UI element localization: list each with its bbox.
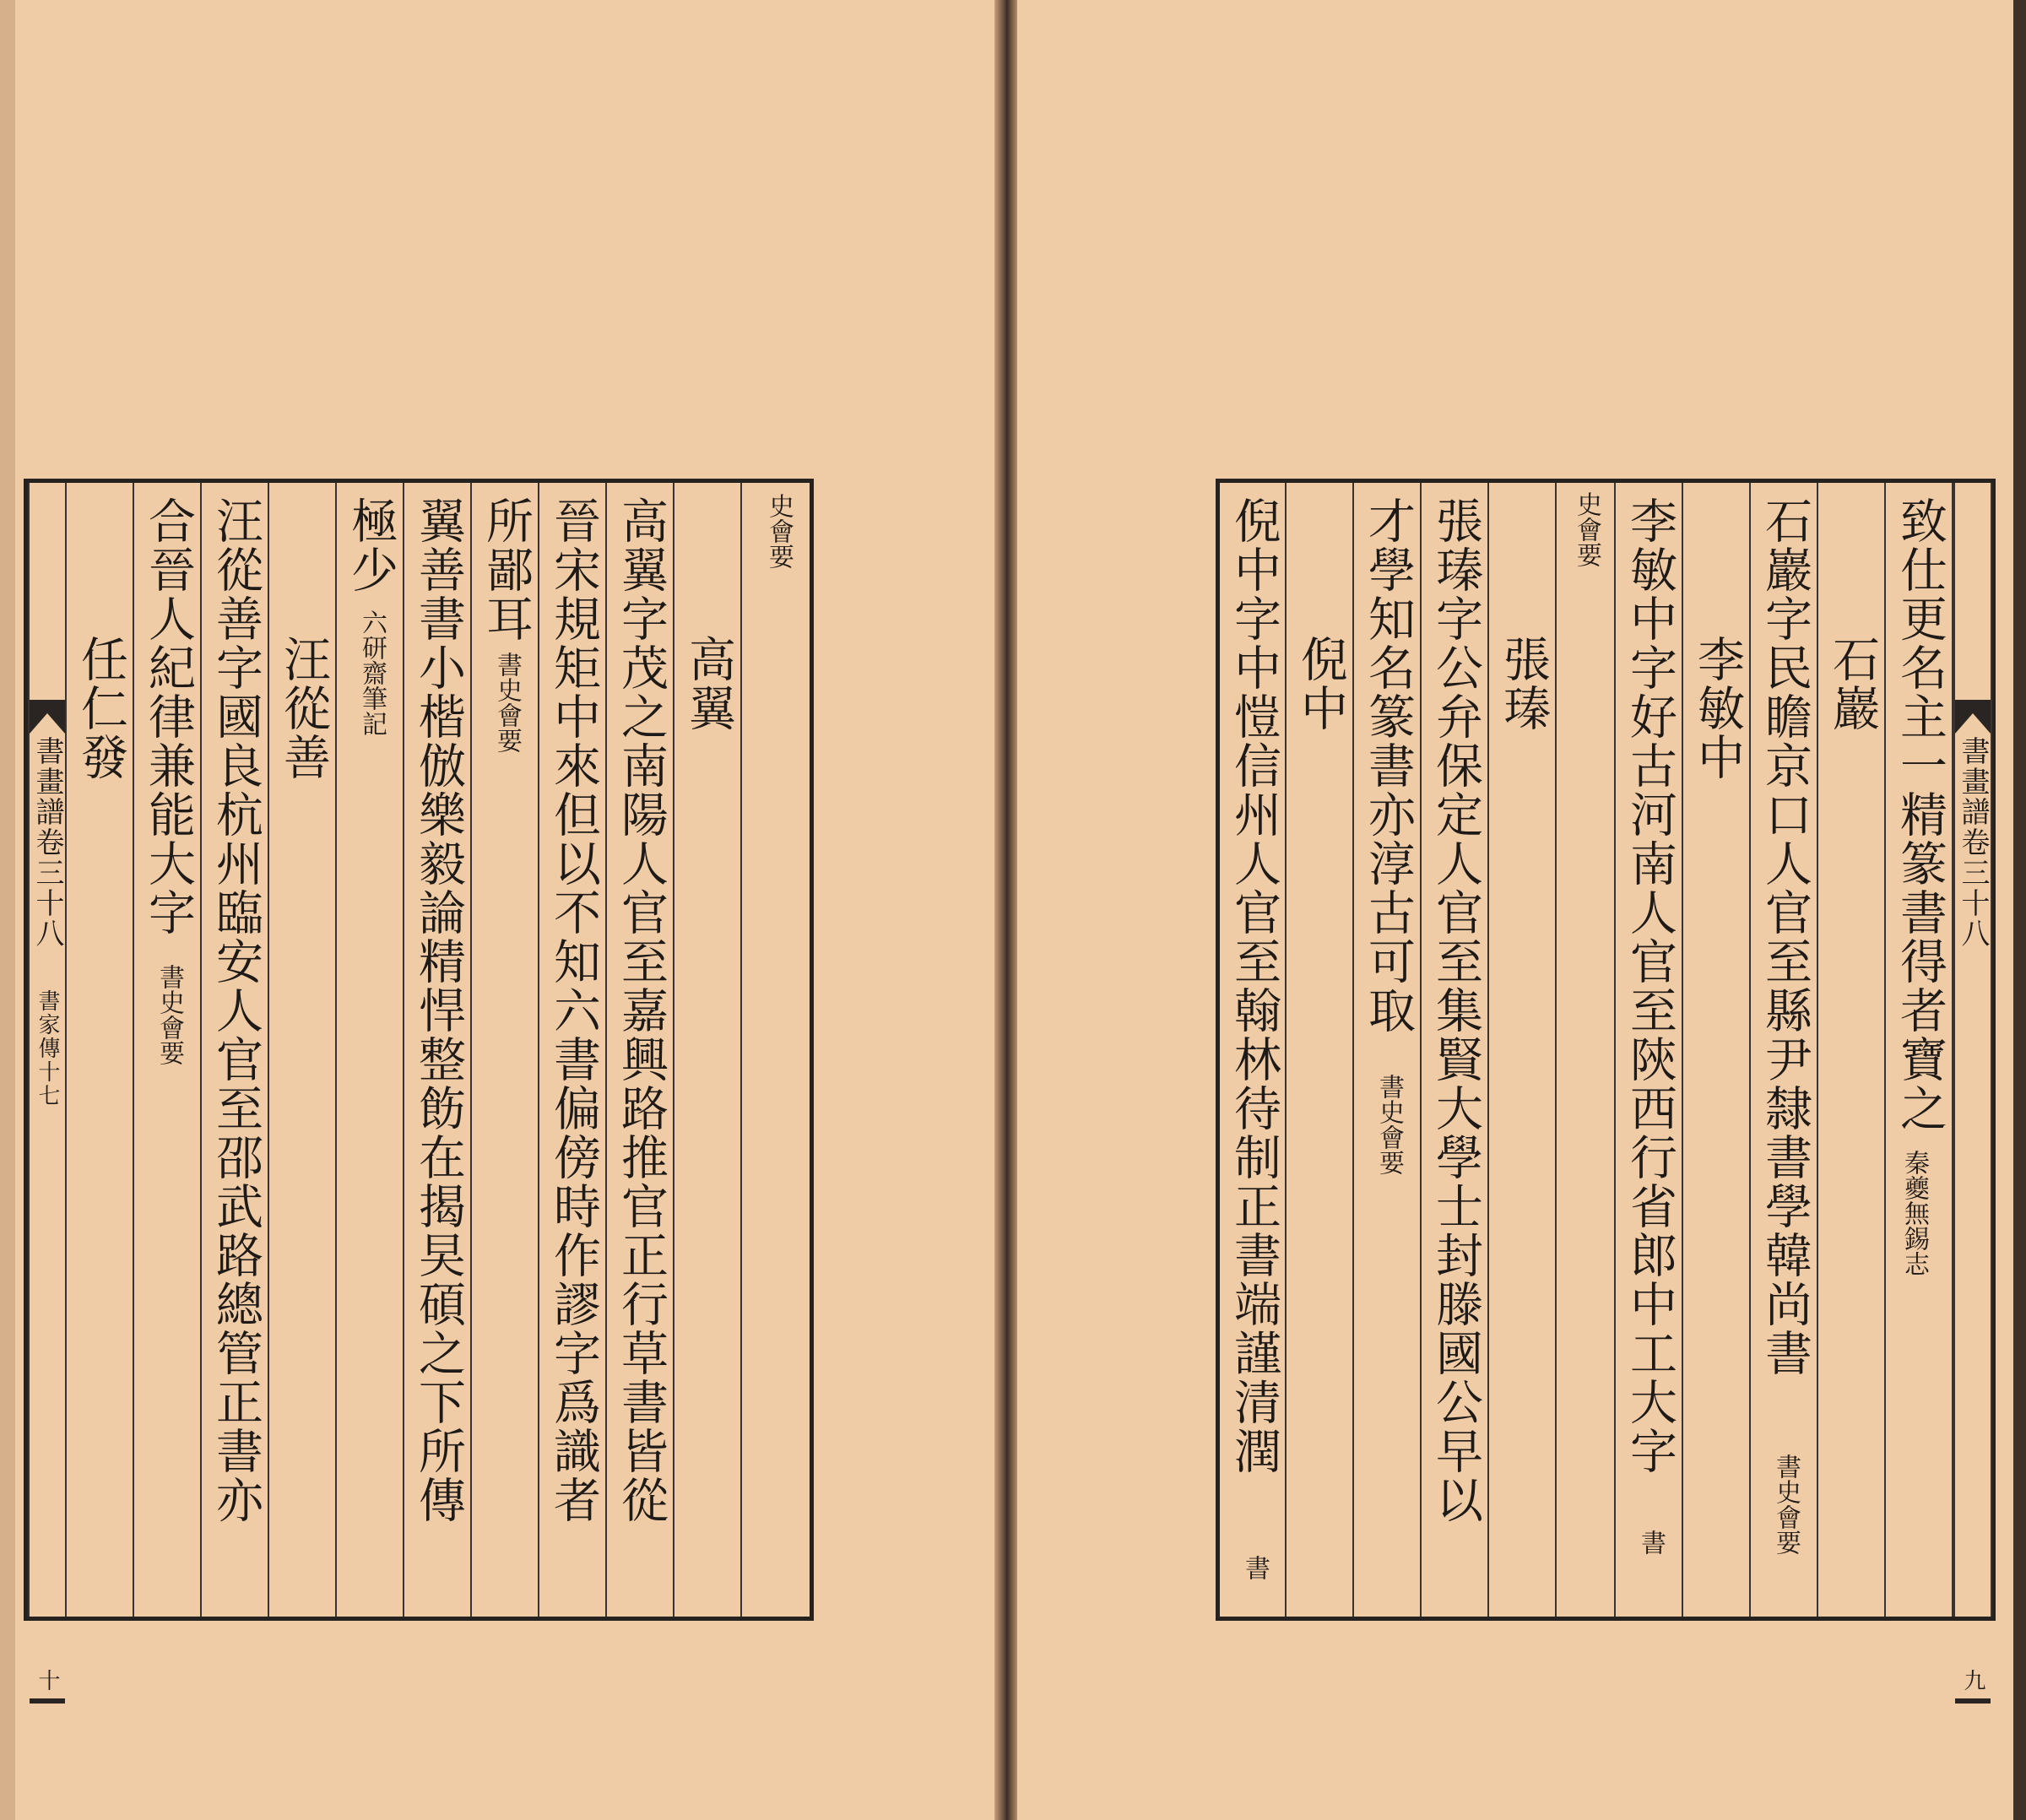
entry-heading: 任仁發 bbox=[73, 635, 128, 782]
margin-title: 書畫譜卷三十八 bbox=[30, 736, 64, 949]
entry-heading: 倪中 bbox=[1293, 635, 1348, 733]
entry-text: 晉宋規矩中來但以不知六書偏傍時作謬字爲識者 bbox=[546, 496, 601, 1525]
source-note: 書史會要 bbox=[492, 652, 522, 753]
entry-heading: 李敏中 bbox=[1690, 635, 1745, 782]
column bbox=[607, 483, 674, 1617]
entry-text: 翼善書小楷倣樂毅論精悍整飭在揭旲碩之下所傳 bbox=[411, 496, 466, 1525]
column bbox=[1287, 483, 1354, 1617]
entry-heading: 汪從善 bbox=[276, 635, 331, 782]
source-note: 史會要 bbox=[1572, 491, 1601, 567]
entry-text: 才學知名篆書亦淳古可取 bbox=[1361, 496, 1416, 1035]
entry-heading: 張瑧 bbox=[1496, 635, 1551, 733]
source-note: 書 bbox=[1240, 1555, 1270, 1580]
column bbox=[1616, 483, 1683, 1617]
column bbox=[404, 483, 472, 1617]
column bbox=[67, 483, 134, 1617]
column bbox=[1818, 483, 1886, 1617]
header-note: 史會要 bbox=[764, 493, 794, 569]
column bbox=[1220, 483, 1287, 1617]
column bbox=[1354, 483, 1422, 1617]
margin-page-number: 九 bbox=[1960, 1669, 1985, 1693]
book-right-edge bbox=[2013, 0, 2026, 1820]
column bbox=[1557, 483, 1616, 1617]
left-header-column bbox=[742, 483, 810, 1617]
source-note: 書 bbox=[1636, 1530, 1666, 1555]
entry-heading: 高翼 bbox=[681, 635, 736, 733]
column bbox=[1751, 483, 1818, 1617]
column bbox=[202, 483, 269, 1617]
margin-section: 書家傳十七 bbox=[35, 989, 60, 1108]
column bbox=[134, 483, 202, 1617]
column bbox=[1489, 483, 1557, 1617]
left-text-frame bbox=[24, 479, 814, 1693]
column bbox=[1886, 483, 1953, 1617]
left-margin-banner bbox=[28, 483, 67, 1693]
column bbox=[539, 483, 607, 1617]
margin-title: 書畫譜卷三十八 bbox=[1956, 736, 1990, 949]
column bbox=[472, 483, 539, 1617]
entry-text: 致仕更名主一精篆書得者寶之 bbox=[1893, 496, 1947, 1133]
entry-text: 高翼字茂之南陽人官至嘉興路推官正行草書皆從 bbox=[614, 496, 669, 1525]
source-note: 六研齋筆記 bbox=[357, 609, 387, 736]
entry-text: 石巖字民瞻京口人官至縣尹隸書學韓尚書 bbox=[1758, 496, 1812, 1378]
fish-tail-mark bbox=[1955, 700, 1991, 734]
source-note: 書史會要 bbox=[1771, 1454, 1801, 1555]
column bbox=[674, 483, 742, 1617]
margin-rule bbox=[1955, 1698, 1991, 1704]
source-note: 書史會要 bbox=[1374, 1074, 1404, 1175]
entry-text: 合晉人紀律兼能大字 bbox=[141, 496, 196, 937]
column bbox=[1422, 483, 1489, 1617]
right-text-frame bbox=[1216, 479, 1996, 1693]
entry-text: 所鄙耳 bbox=[479, 496, 534, 643]
margin-rule bbox=[30, 1698, 65, 1704]
entry-text: 李敏中字好古河南人官至陝西行省郎中工大字 bbox=[1622, 496, 1677, 1476]
entry-heading: 石巖 bbox=[1825, 635, 1880, 733]
entry-text: 張瑧字公弁保定人官至集賢大學士封滕國公早以 bbox=[1428, 496, 1483, 1525]
entry-text: 倪中字中愷信州人官至翰林待制正書端謹清潤 bbox=[1227, 496, 1281, 1476]
column bbox=[1683, 483, 1751, 1617]
column bbox=[337, 483, 404, 1617]
source-note: 書史會要 bbox=[154, 964, 184, 1065]
entry-text: 汪從善字國良杭州臨安人官至邵武路總管正書亦 bbox=[209, 496, 263, 1525]
entry-text: 極少 bbox=[344, 496, 398, 594]
source-note: 秦夔無錫志 bbox=[1899, 1150, 1929, 1276]
fish-tail-mark bbox=[30, 700, 65, 734]
book-left-edge bbox=[0, 0, 15, 1820]
book-gutter bbox=[994, 0, 1017, 1820]
column bbox=[269, 483, 337, 1617]
margin-page-number: 十 bbox=[35, 1669, 60, 1693]
right-margin-banner bbox=[1953, 483, 1992, 1693]
